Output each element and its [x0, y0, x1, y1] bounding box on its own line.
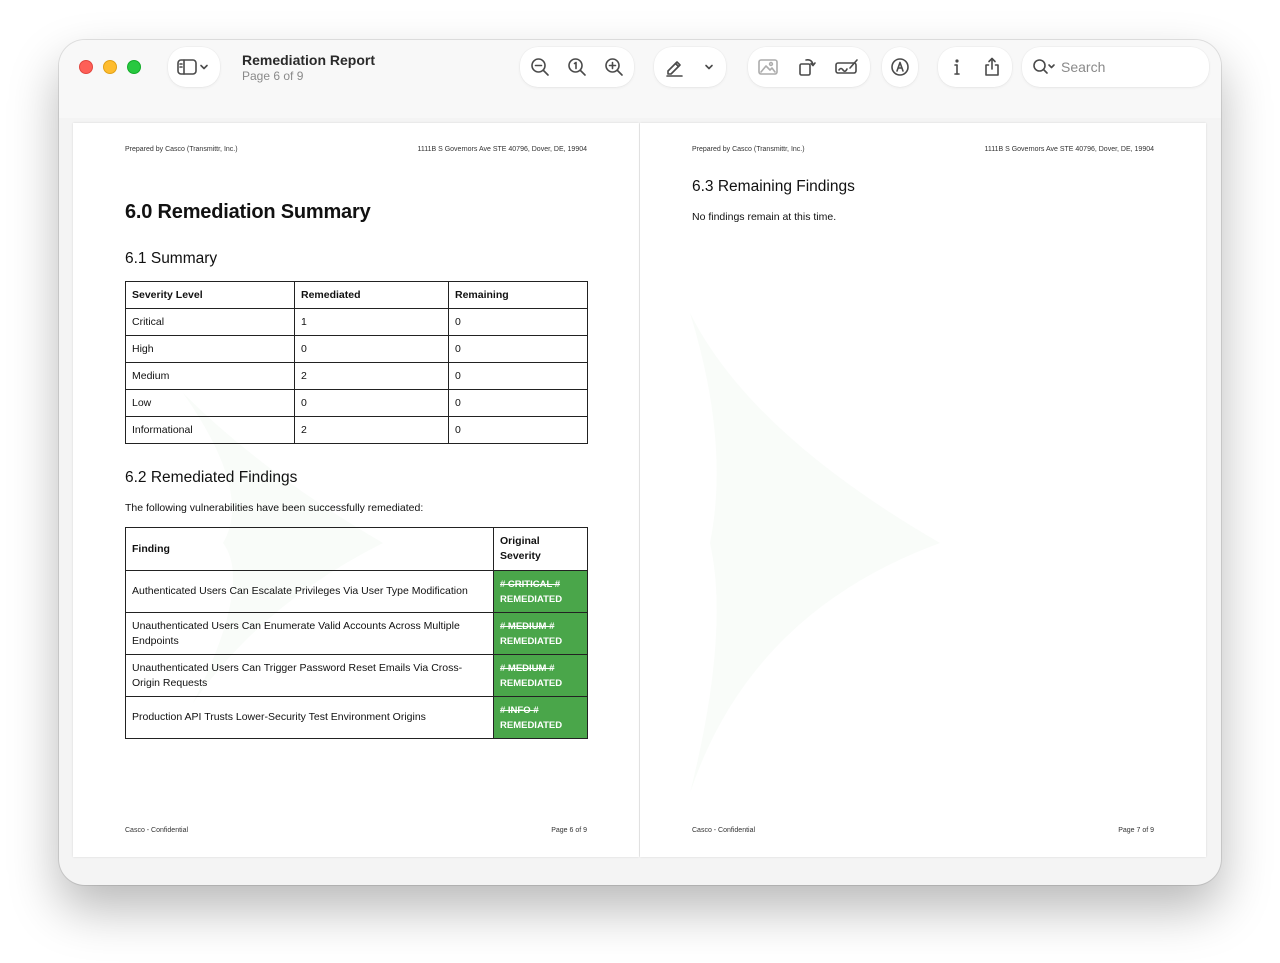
remaining-text: No findings remain at this time.	[692, 211, 837, 223]
original-severity: # MEDIUM #	[500, 662, 555, 674]
edit-group	[748, 47, 870, 87]
severity-summary-table	[125, 281, 588, 444]
signature-icon[interactable]	[832, 52, 862, 82]
severity-status-cell	[494, 613, 588, 655]
table-cell: Low	[126, 390, 295, 417]
table-cell: 1	[295, 309, 449, 336]
table-cell: 0	[295, 390, 449, 417]
original-severity: # CRITICAL #	[500, 578, 561, 590]
close-window-button[interactable]	[79, 60, 93, 74]
remediated-status: REMEDIATED	[500, 593, 563, 605]
table-cell: 0	[449, 363, 588, 390]
image-icon[interactable]	[753, 52, 783, 82]
sidebar-toggle-group	[168, 47, 220, 87]
highlight-options-chevron-icon[interactable]	[694, 52, 724, 82]
table-cell: 0	[449, 336, 588, 363]
remediated-findings-table	[125, 527, 588, 739]
table-row	[126, 390, 588, 417]
remediated-heading: 6.2 Remediated Findings	[125, 469, 298, 486]
search-field[interactable]	[1022, 47, 1209, 87]
column-header: Severity Level	[126, 282, 295, 309]
markup-icon[interactable]	[885, 52, 915, 82]
zoom-in-icon[interactable]	[599, 52, 629, 82]
column-header: Finding	[126, 528, 494, 571]
page-header-left: Prepared by Casco (Transmittr, Inc.)	[125, 146, 238, 153]
search-placeholder[interactable]: Search	[1061, 59, 1106, 75]
share-icon[interactable]	[977, 52, 1007, 82]
page-footer-right: Page 6 of 9	[551, 827, 587, 834]
table-header-row	[126, 528, 588, 571]
remaining-heading: 6.3 Remaining Findings	[692, 178, 855, 195]
zoom-window-button[interactable]	[127, 60, 141, 74]
page-header-right: 1111B S Governors Ave STE 40796, Dover, DE, 19904	[984, 146, 1154, 153]
table-cell: Critical	[126, 309, 295, 336]
severity-status-cell	[494, 571, 588, 613]
page-footer-left: Casco - Confidential	[692, 827, 756, 834]
table-row	[126, 336, 588, 363]
page-footer-left: Casco - Confidential	[125, 827, 189, 834]
column-header: Original Severity	[494, 528, 588, 571]
column-header: Remediated	[295, 282, 449, 309]
remediated-status: REMEDIATED	[500, 719, 563, 731]
rotate-icon[interactable]	[792, 52, 822, 82]
table-header-row	[126, 282, 588, 309]
watermark-logo	[690, 233, 1150, 793]
markup-group	[882, 47, 918, 87]
finding-cell: Authenticated Users Can Escalate Privileges Via User Type Modification	[126, 571, 494, 613]
table-cell: Informational	[126, 417, 295, 444]
summary-heading: 6.1 Summary	[125, 250, 218, 267]
severity-status-cell	[494, 697, 588, 739]
finding-cell: Production API Trusts Lower-Security Test Environment Origins	[126, 697, 494, 739]
document-title: Remediation Report	[242, 52, 376, 68]
finding-cell: Unauthenticated Users Can Trigger Password Reset Emails Via Cross-Origin Requests	[126, 655, 494, 697]
search-icon	[1030, 52, 1058, 82]
remediated-status: REMEDIATED	[500, 677, 563, 689]
column-header: Remaining	[449, 282, 588, 309]
info-share-group	[938, 47, 1012, 87]
actual-size-icon[interactable]	[562, 52, 592, 82]
page-header-left: Prepared by Casco (Transmittr, Inc.)	[692, 146, 805, 153]
table-cell: 0	[295, 336, 449, 363]
section-title: 6.0 Remediation Summary	[125, 201, 371, 223]
finding-cell: Unauthenticated Users Can Enumerate Valid Accounts Across Multiple Endpoints	[126, 613, 494, 655]
page-footer-right: Page 7 of 9	[1118, 827, 1154, 834]
document-page-indicator: Page 6 of 9	[242, 69, 304, 83]
table-cell: 0	[449, 309, 588, 336]
chevron-down-icon[interactable]	[194, 52, 214, 82]
highlight-group	[654, 47, 726, 87]
page-header-right: 1111B S Governors Ave STE 40796, Dover, DE, 19904	[417, 146, 587, 153]
table-cell: 0	[449, 417, 588, 444]
table-cell: High	[126, 336, 295, 363]
table-cell: 0	[449, 390, 588, 417]
highlight-pen-icon[interactable]	[659, 52, 689, 82]
minimize-window-button[interactable]	[103, 60, 117, 74]
original-severity: # MEDIUM #	[500, 620, 555, 632]
table-row	[126, 613, 588, 655]
table-cell: Medium	[126, 363, 295, 390]
table-row	[126, 571, 588, 613]
severity-status-cell	[494, 655, 588, 697]
pdf-page-6	[73, 123, 639, 857]
pdf-page-7	[640, 123, 1206, 857]
table-row	[126, 655, 588, 697]
preview-window	[59, 40, 1221, 885]
remediated-intro: The following vulnerabilities have been successfully remediated:	[125, 502, 424, 514]
table-row	[126, 309, 588, 336]
table-cell: 2	[295, 417, 449, 444]
table-row	[126, 697, 588, 739]
info-icon[interactable]	[942, 52, 972, 82]
zoom-group	[520, 47, 634, 87]
remediated-status: REMEDIATED	[500, 635, 563, 647]
table-cell: 2	[295, 363, 449, 390]
original-severity: # INFO #	[500, 704, 539, 716]
table-row	[126, 363, 588, 390]
zoom-out-icon[interactable]	[525, 52, 555, 82]
toolbar	[59, 40, 1221, 118]
table-row	[126, 417, 588, 444]
